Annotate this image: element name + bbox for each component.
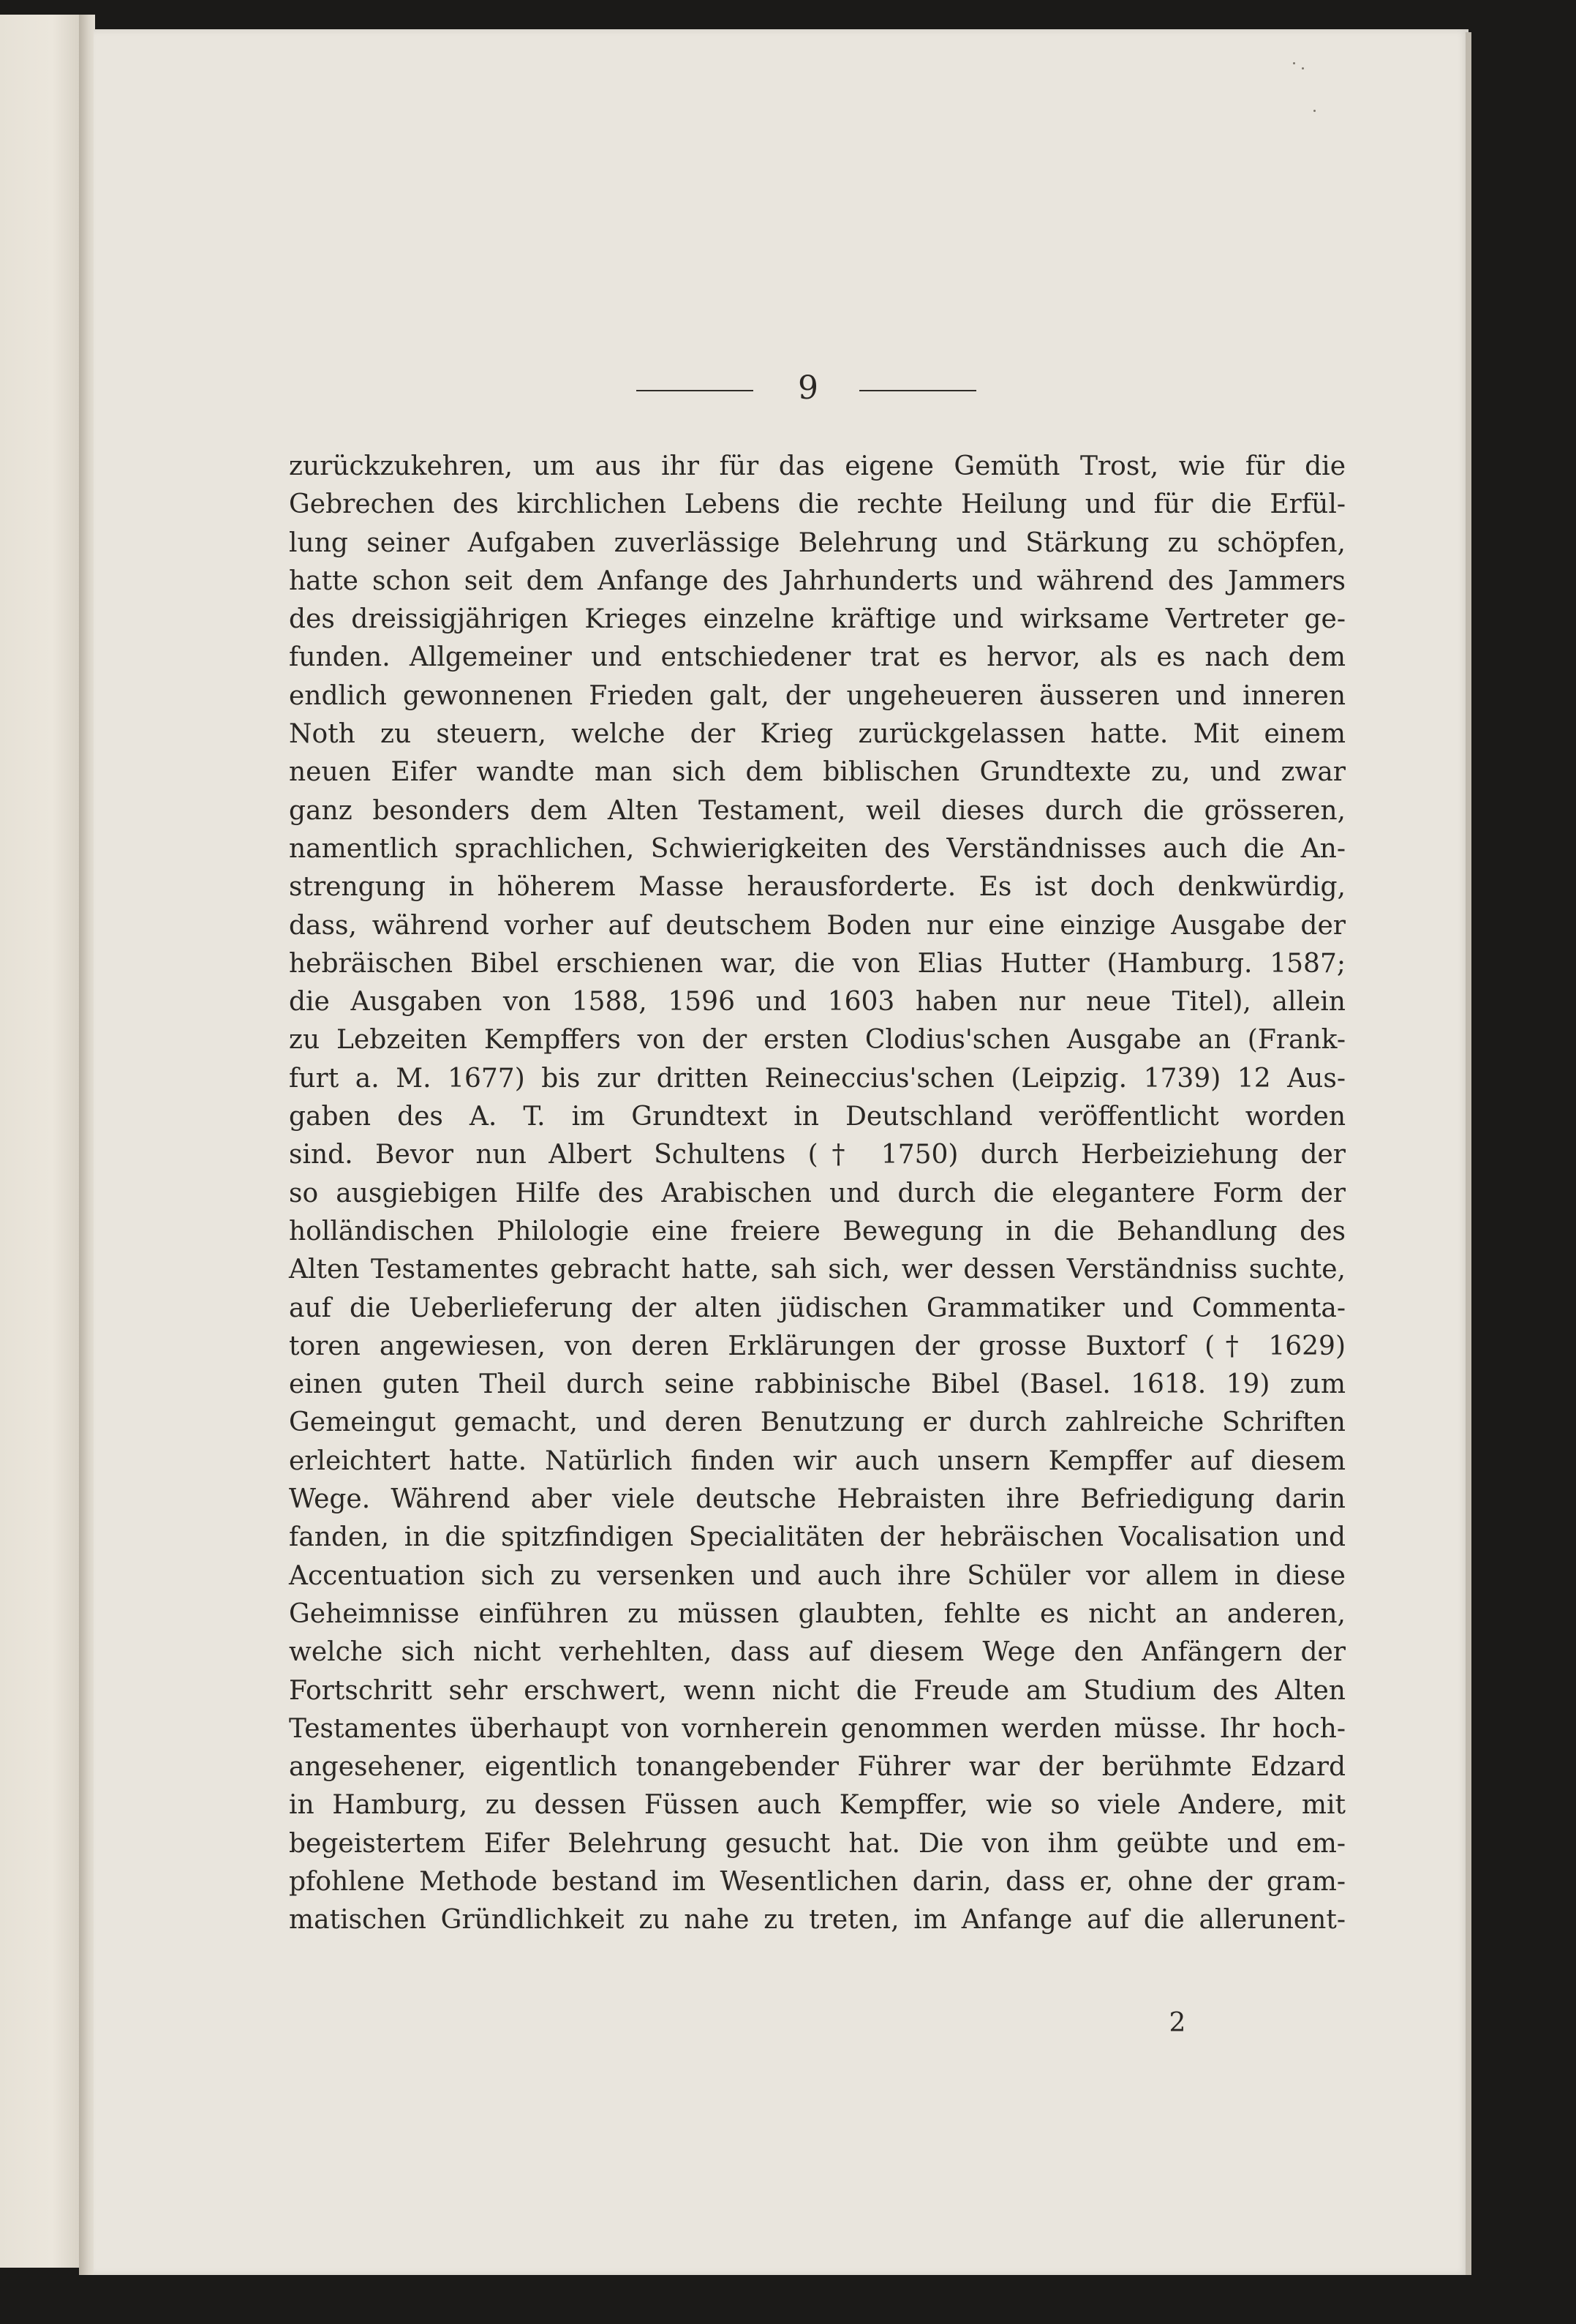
text-line: matischen Gründlichkeit zu nahe zu treten, im Anfange auf die allerunent- bbox=[289, 1905, 1346, 1936]
text-line: so ausgiebigen Hilfe des Arabischen und durch die elegantere Form der bbox=[289, 1178, 1346, 1208]
text-line: namentlich sprachlichen, Schwierigkeiten des Verständnisses auch die An- bbox=[289, 833, 1346, 864]
text-line: dass, während vorher auf deutschem Boden nur eine einzige Ausgabe der bbox=[289, 910, 1346, 941]
text-line: strengung in höherem Masse herausforderte. Es ist doch denkwürdig, bbox=[289, 872, 1346, 903]
text-line: sind. Bevor nun Albert Schultens († 1750) durch Herbeiziehung der bbox=[289, 1140, 1346, 1170]
text-line: funden. Allgemeiner und entschiedener trat es hervor, als es nach dem bbox=[289, 642, 1346, 673]
page-number: 9 bbox=[798, 369, 818, 407]
text-line: des dreissigjährigen Krieges einzelne kräftige und wirksame Vertreter ge- bbox=[289, 604, 1346, 635]
facing-page-edge bbox=[0, 15, 88, 2268]
header-rule-right bbox=[859, 390, 976, 391]
text-line: welche sich nicht verhehlten, dass auf diesem Wege den Anfängern der bbox=[289, 1637, 1346, 1668]
text-line: begeistertem Eifer Belehrung gesucht hat. Die von ihm geübte und em- bbox=[289, 1828, 1346, 1859]
book-gutter bbox=[79, 15, 95, 2275]
page-edge-shadow bbox=[1466, 32, 1471, 2275]
page-header bbox=[636, 369, 980, 413]
text-line: erleichtert hatte. Natürlich finden wir auch unsern Kempffer auf diesem bbox=[289, 1445, 1346, 1476]
text-line: holländischen Philologie eine freiere Bewegung in die Behandlung des bbox=[289, 1216, 1346, 1246]
text-line: toren angewiesen, von deren Erklärungen der grosse Buxtorf († 1629) bbox=[289, 1331, 1346, 1361]
text-line: furt a. M. 1677) bis zur dritten Reineccius'schen (Leipzig. 1739) 12 Aus- bbox=[289, 1063, 1346, 1094]
text-line: fanden, in die spitzfindigen Specialitäten der hebräischen Vocalisation und bbox=[289, 1522, 1346, 1553]
text-line: einen guten Theil durch seine rabbinische Bibel (Basel. 1618. 19) zum bbox=[289, 1369, 1346, 1400]
text-line: ganz besonders dem Alten Testament, weil dieses durch die grösseren, bbox=[289, 795, 1346, 826]
paper-speck bbox=[1293, 62, 1295, 64]
text-line: hatte schon seit dem Anfange des Jahrhunderts und während des Jammers bbox=[289, 565, 1346, 596]
text-line: Alten Testamentes gebracht hatte, sah sich, wer dessen Verständniss suchte, bbox=[289, 1255, 1346, 1285]
text-line: Fortschritt sehr erschwert, wenn nicht die Freude am Studium des Alten bbox=[289, 1675, 1346, 1706]
text-line: Wege. Während aber viele deutsche Hebraisten ihre Befriedigung darin bbox=[289, 1484, 1346, 1515]
text-line: Gemeingut gemacht, und deren Benutzung er durch zahlreiche Schriften bbox=[289, 1407, 1346, 1438]
text-line: gaben des A. T. im Grundtext in Deutschland veröffentlicht worden bbox=[289, 1102, 1346, 1132]
text-line: pfohlene Methode bestand im Wesentlichen darin, dass er, ohne der gram- bbox=[289, 1866, 1346, 1897]
signature-mark: 2 bbox=[1169, 2008, 1186, 2038]
text-line: auf die Ueberlieferung der alten jüdischen Grammatiker und Commenta- bbox=[289, 1293, 1346, 1323]
body-text bbox=[289, 448, 1346, 1940]
text-line: hebräischen Bibel erschienen war, die von Elias Hutter (Hamburg. 1587; bbox=[289, 948, 1346, 979]
text-line: Gebrechen des kirchlichen Lebens die rechte Heilung und für die Erfül- bbox=[289, 489, 1346, 520]
text-line: lung seiner Aufgaben zuverlässige Belehrung und Stärkung zu schöpfen, bbox=[289, 527, 1346, 558]
text-line: zurückzukehren, um aus ihr für das eigene Gemüth Trost, wie für die bbox=[289, 451, 1346, 481]
paper-speck bbox=[1313, 110, 1316, 112]
paper-speck bbox=[1302, 67, 1304, 69]
text-line: Accentuation sich zu versenken und auch ihre Schüler vor allem in diese bbox=[289, 1560, 1346, 1591]
header-rule-left bbox=[636, 390, 753, 391]
text-line: in Hamburg, zu dessen Füssen auch Kempffer, wie so viele Andere, mit bbox=[289, 1790, 1346, 1821]
text-line: endlich gewonnenen Frieden galt, der ungeheueren äusseren und inneren bbox=[289, 680, 1346, 711]
text-line: angesehener, eigentlich tonangebender Führer war der berühmte Edzard bbox=[289, 1752, 1346, 1783]
text-line: neuen Eifer wandte man sich dem biblischen Grundtexte zu, und zwar bbox=[289, 757, 1346, 788]
text-line: Testamentes überhaupt von vornherein genommen werden müsse. Ihr hoch- bbox=[289, 1713, 1346, 1744]
text-line: Geheimnisse einführen zu müssen glaubten, fehlte es nicht an anderen, bbox=[289, 1598, 1346, 1629]
text-line: Noth zu steuern, welche der Krieg zurückgelassen hatte. Mit einem bbox=[289, 719, 1346, 750]
text-line: zu Lebzeiten Kempffers von der ersten Clodius'schen Ausgabe an (Frank- bbox=[289, 1025, 1346, 1056]
text-line: die Ausgaben von 1588, 1596 und 1603 haben nur neue Titel), allein bbox=[289, 987, 1346, 1018]
